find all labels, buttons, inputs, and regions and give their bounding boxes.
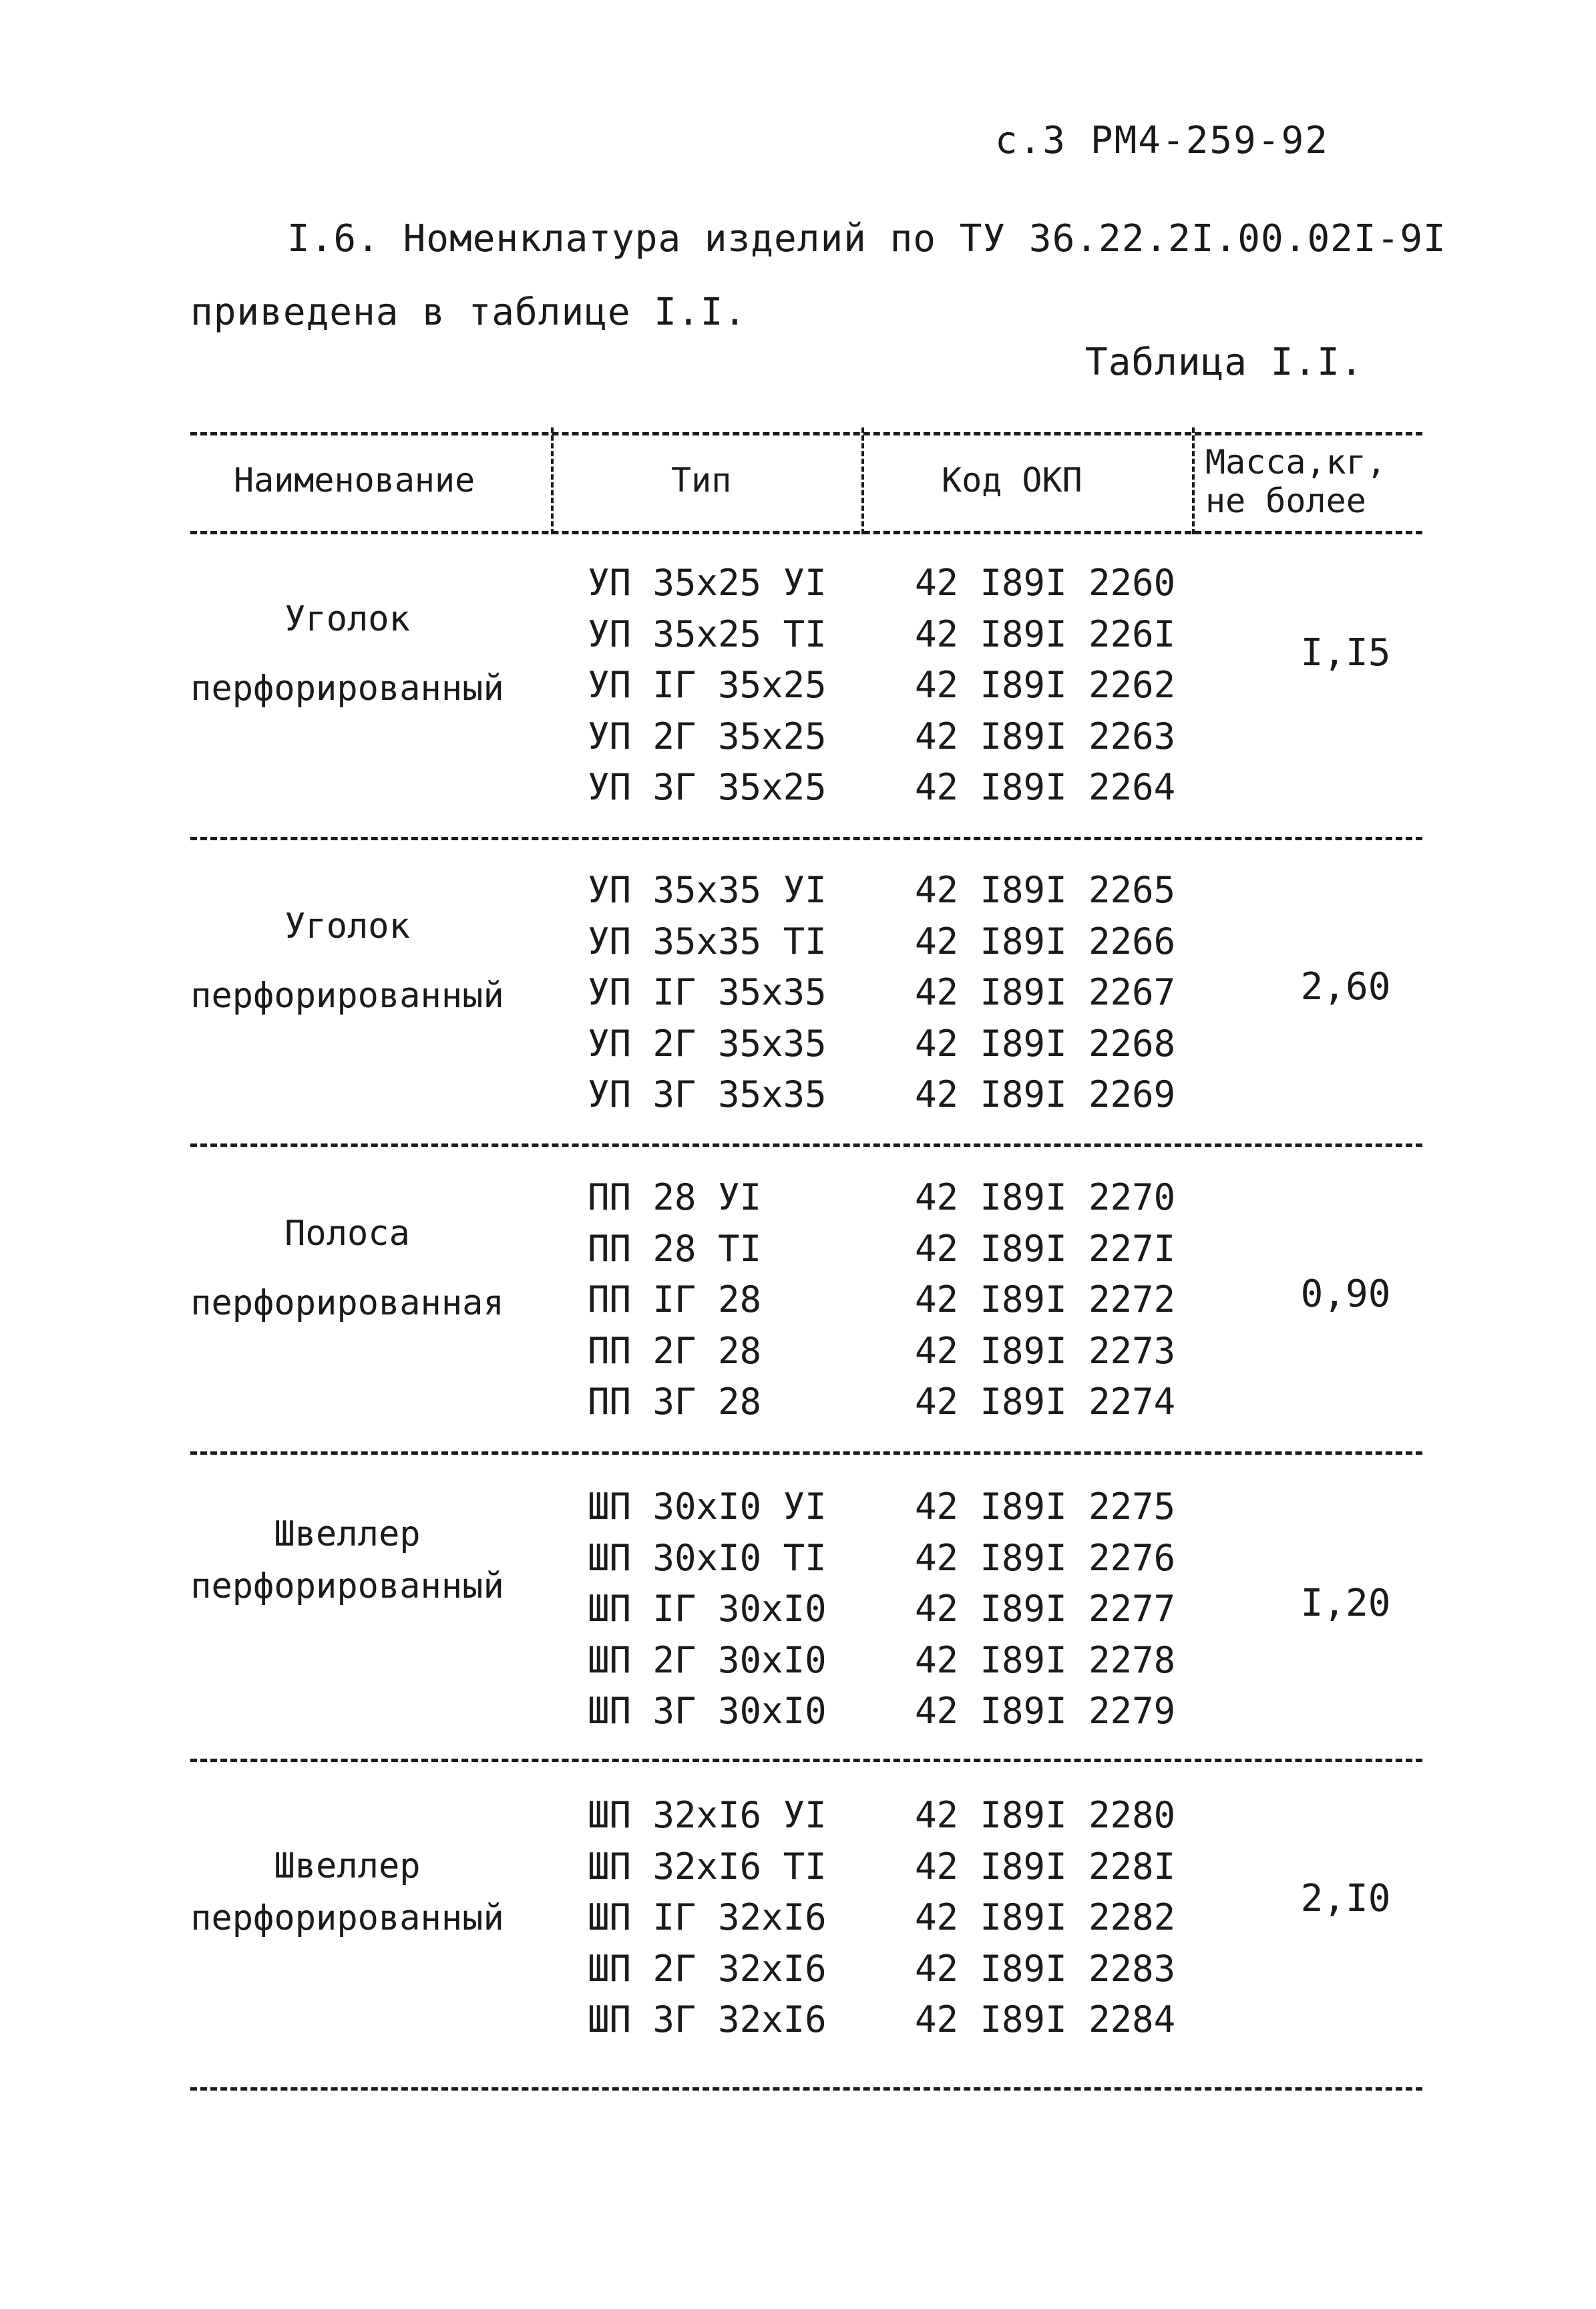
header-separator-3 [1192,427,1195,534]
group-separator-rule [190,1143,1422,1147]
type-cell: УП IГ 35х25 [588,664,827,706]
type-cell: ШП 3Г 32хI6 [588,1998,827,2040]
code-cell: 42 I89I 2283 [915,1947,1176,1990]
type-cell: ШП 32хI6 УI [588,1794,827,1836]
code-cell: 42 I89I 2267 [915,971,1176,1013]
table-caption: Таблица I.I. [1085,341,1364,384]
type-cell: ШП 32хI6 ТI [588,1845,827,1888]
code-cell: 42 I89I 2280 [915,1794,1176,1836]
code-cell: 42 I89I 2278 [915,1638,1176,1681]
item-name-line-1: Уголок [284,599,410,639]
code-list [915,1790,1175,2046]
code-cell: 42 I89I 2275 [915,1485,1176,1528]
mass-value: I,I5 [1300,631,1391,675]
table-bottom-rule [190,2087,1422,2091]
mass-value: I,20 [1300,1582,1391,1625]
type-cell: УП 3Г 35х25 [588,766,827,808]
item-name-line-1: Уголок [284,906,410,946]
code-cell: 42 I89I 2263 [915,715,1176,757]
code-cell: 42 I89I 2282 [915,1896,1176,1938]
table-top-rule [190,432,1422,435]
column-header-name: Наименование [234,461,475,500]
column-header-code: Код ОКП [942,461,1082,500]
header-separator-2 [861,427,864,534]
header-bottom-rule [190,531,1422,534]
item-name-line-2: перфорированная [190,1283,504,1323]
code-cell: 42 I89I 2269 [915,1073,1176,1115]
type-cell: УП 35х25 УI [588,562,827,604]
column-header-mass [1205,443,1386,520]
type-cell: ПП 2Г 28 [588,1329,762,1372]
item-name [190,1508,504,1612]
group-separator-rule [190,1451,1422,1455]
mass-value: 2,60 [1300,965,1391,1009]
type-list [588,1172,761,1428]
code-cell: 42 I89I 226I [915,612,1176,655]
mass-value: 0,90 [1300,1272,1391,1316]
item-name [190,1199,504,1338]
code-cell: 42 I89I 2277 [915,1588,1176,1630]
code-list [915,865,1175,1121]
intro-text-line-2: приведена в таблице I.I. [190,291,747,334]
code-cell: 42 I89I 2270 [915,1176,1176,1218]
type-cell: ШП 30хI0 ТI [588,1536,827,1579]
type-list [588,1790,827,2046]
code-cell: 42 I89I 2284 [915,1998,1176,2040]
type-cell: ПП 28 ТI [588,1227,762,1270]
code-cell: 42 I89I 2276 [915,1536,1176,1579]
table-group [190,1481,1422,1749]
type-cell: ПП 3Г 28 [588,1381,762,1423]
type-cell: УП 35х25 ТI [588,612,827,655]
table-group [190,865,1422,1132]
column-header-type: Тип [671,461,732,500]
item-name-line-1: Швеллер [274,1514,421,1554]
type-cell: УП IГ 35х35 [588,971,827,1013]
code-cell: 42 I89I 2266 [915,920,1176,962]
code-cell: 42 I89I 2274 [915,1381,1176,1423]
intro-text-line-1: I.6. Номенклатура изделий по ТУ 36.22.2I.00.02I-9I [287,217,1446,260]
code-list [915,1172,1175,1428]
type-list [588,558,827,814]
item-name [190,892,504,1031]
code-list [915,558,1175,814]
group-separator-rule [190,837,1422,840]
type-cell: ШП IГ 30хI0 [588,1588,827,1630]
item-name [190,1840,504,1944]
page-reference: с.3 РМ4-259-92 [995,119,1330,162]
code-cell: 42 I89I 227I [915,1227,1176,1270]
type-list [588,1481,827,1737]
code-list [915,1481,1175,1737]
code-cell: 42 I89I 2265 [915,869,1176,911]
code-cell: 42 I89I 228I [915,1845,1176,1888]
item-name-line-1: Полоса [284,1214,410,1254]
column-header-mass-line-2: не более [1205,482,1366,520]
table-group [190,1790,1422,2057]
item-name [190,584,504,723]
type-cell: УП 35х35 ТI [588,920,827,962]
code-cell: 42 I89I 2273 [915,1329,1176,1372]
type-cell: ШП 3Г 30хI0 [588,1690,827,1732]
code-cell: 42 I89I 2262 [915,664,1176,706]
item-name-line-2: перфорированный [190,1566,504,1606]
type-cell: УП 35х35 УI [588,869,827,911]
table-group [190,1172,1422,1439]
type-cell: ШП 2Г 32хI6 [588,1947,827,1990]
type-list [588,865,827,1121]
item-name-line-1: Швеллер [274,1846,421,1886]
code-cell: 42 I89I 2272 [915,1278,1176,1320]
type-cell: ШП IГ 32хI6 [588,1896,827,1938]
item-name-line-2: перфорированный [190,669,504,709]
item-name-line-2: перфорированный [190,1898,504,1938]
mass-value: 2,I0 [1300,1877,1391,1920]
type-cell: ПП 28 УI [588,1176,762,1218]
type-cell: ШП 2Г 30хI0 [588,1638,827,1681]
code-cell: 42 I89I 2264 [915,766,1176,808]
code-cell: 42 I89I 2260 [915,562,1176,604]
type-cell: ШП 30хI0 УI [588,1485,827,1528]
type-cell: УП 2Г 35х25 [588,715,827,757]
header-separator-1 [551,427,554,534]
group-separator-rule [190,1759,1422,1762]
type-cell: ПП IГ 28 [588,1278,762,1320]
code-cell: 42 I89I 2268 [915,1022,1176,1065]
table-group [190,558,1422,825]
type-cell: УП 2Г 35х35 [588,1022,827,1065]
column-header-mass-line-1: Масса,кг, [1205,443,1386,482]
type-cell: УП 3Г 35х35 [588,1073,827,1115]
code-cell: 42 I89I 2279 [915,1690,1176,1732]
item-name-line-2: перфорированный [190,976,504,1016]
